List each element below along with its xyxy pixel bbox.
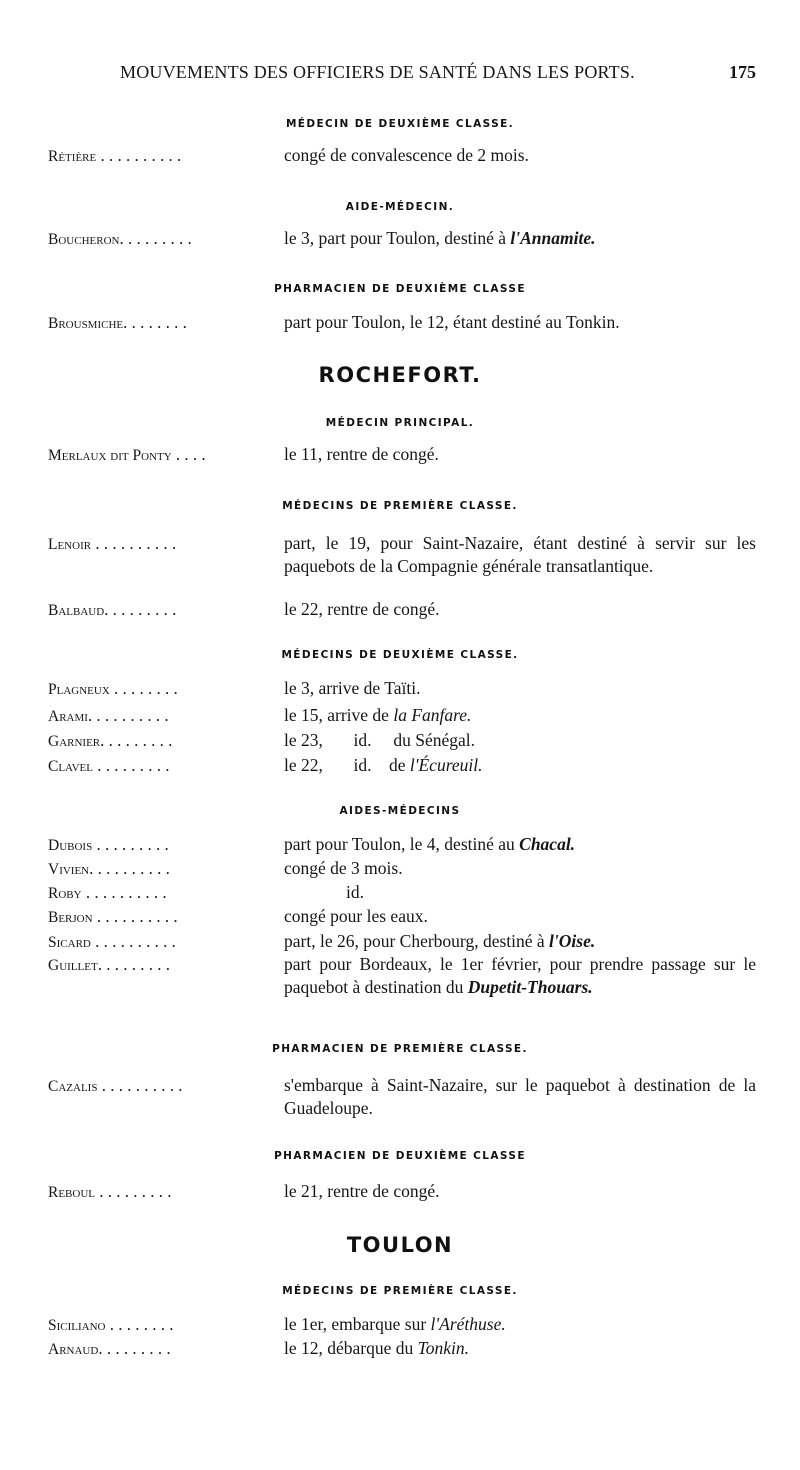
officer-name: Guillet [48, 957, 98, 974]
section-heading: MÉDECIN PRINCIPAL. [325, 417, 475, 429]
officer-name: Garnier [48, 733, 101, 750]
leader-dots: . . . . . . . . . . [81, 883, 167, 902]
section-heading: MÉDECINS DE PREMIÈRE CLASSE. [282, 1285, 518, 1297]
entry-text: le 11, rentre de congé. [284, 444, 439, 464]
section-heading: MÉDECIN DE DEUXIÈME CLASSE. [285, 118, 515, 130]
officer-name: Cazalis [48, 1078, 98, 1095]
officer-name: Lenoir [48, 536, 92, 553]
officer-name: Merlaux dit Ponty [48, 447, 172, 464]
running-header [120, 62, 756, 88]
officer-name: Arami [48, 708, 88, 725]
ship-name: Tonkin. [417, 1338, 470, 1358]
section-heading: PHARMACIEN DE DEUXIÈME CLASSE [274, 283, 526, 295]
ship-name: Dupetit-Thouars. [467, 977, 593, 997]
officer-name: Vivien [48, 861, 90, 878]
section-heading: AIDES-MÉDECINS [339, 805, 461, 817]
leader-dots: . . . . [171, 445, 206, 464]
officer-name: Sicard [48, 934, 91, 951]
entry-text: part pour Bordeaux, le 1er février, pour prendre passage sur le paquebot à destination du Dupetit-Thouars. [284, 954, 756, 997]
entry-text: part pour Toulon, le 12, étant destiné au Tonkin. [284, 312, 620, 332]
officer-name: Balbaud [48, 602, 105, 619]
leader-dots: . . . . . . . . . . [87, 706, 169, 725]
officer-name: Siciliano [48, 1317, 106, 1334]
leader-dots: . . . . . . . . . [104, 600, 177, 619]
entry-text: le 23, id. du Sénégal. [284, 730, 476, 750]
leader-dots: . . . . . . . . . . [92, 907, 178, 926]
entry-text: congé de 3 mois. [284, 858, 403, 878]
ship-name: l'Annamite. [510, 228, 596, 248]
section-heading: PHARMACIEN DE PREMIÈRE CLASSE. [272, 1043, 528, 1055]
entry-text: le 3, arrive de Taïti. [284, 678, 421, 698]
leader-dots: . . . . . . . . . . [90, 932, 176, 951]
officer-name: Plagneux [48, 681, 110, 698]
officer-name: Reboul [48, 1184, 96, 1201]
leader-dots: . . . . . . . . [123, 313, 187, 332]
ship-name: Chacal. [519, 834, 576, 854]
section-heading: MÉDECINS DE PREMIÈRE CLASSE. [282, 500, 518, 512]
entry-text: le 22, id. de l'Écureuil. [284, 755, 483, 775]
entry-text: le 3, part pour Toulon, destiné à l'Annamite. [284, 228, 596, 248]
ship-name: la Fanfare. [393, 705, 472, 725]
leader-dots: . . . . . . . . [105, 1315, 174, 1334]
leader-dots: . . . . . . . . . . [97, 1076, 183, 1095]
entry-text: le 1er, embarque sur l'Aréthuse. [284, 1314, 506, 1334]
leader-dots: . . . . . . . . . [119, 229, 192, 248]
leader-dots: . . . . . . . . . [98, 1339, 171, 1358]
header-title: MOUVEMENTS DES OFFICIERS DE SANTÉ DANS LES PORTS. [120, 62, 635, 82]
entry-text: le 21, rentre de congé. [284, 1181, 440, 1201]
entry-text: congé pour les eaux. [284, 906, 428, 926]
ship-name: l'Oise. [549, 931, 596, 951]
ship-name: l'Aréthuse. [430, 1314, 506, 1334]
officer-name: Rétière [48, 148, 97, 165]
port-heading-toulon: TOULON [346, 1233, 454, 1257]
leader-dots: . . . . . . . . . . [89, 859, 170, 878]
ship-name: l'Écureuil. [409, 755, 483, 775]
entry-text: id. [346, 882, 364, 902]
entry-text: le 22, rentre de congé. [284, 599, 440, 619]
entry-text: part, le 26, pour Cherbourg, destiné à l'Oise. [284, 931, 596, 951]
leader-dots: . . . . . . . . . [97, 955, 170, 974]
entry-text: part, le 19, pour Saint-Nazaire, étant destiné à servir sur les paquebots de la Compagnie générale transatlantique. [284, 533, 756, 576]
officer-name: Boucheron [48, 231, 120, 248]
entry-text: s'embarque à Saint-Nazaire, sur le paquebot à destination de la Guadeloupe. [284, 1075, 756, 1118]
leader-dots: . . . . . . . . . . [96, 146, 182, 165]
officer-name: Dubois [48, 837, 93, 854]
section-heading: MÉDECINS DE DEUXIÈME CLASSE. [281, 649, 519, 661]
officer-name: Clavel [48, 758, 93, 775]
leader-dots: . . . . . . . . . [95, 1182, 172, 1201]
section-heading: PHARMACIEN DE DEUXIÈME CLASSE [274, 1150, 526, 1162]
leader-dots: . . . . . . . . . [92, 756, 170, 775]
officer-name: Berjon [48, 909, 93, 926]
entry-text: le 15, arrive de la Fanfare. [284, 705, 472, 725]
entry-text: part pour Toulon, le 4, destiné au Chacal. [284, 834, 576, 854]
entry-text: congé de convalescence de 2 mois. [284, 145, 529, 165]
port-heading-rochefort: ROCHEFORT. [318, 363, 482, 387]
page-number: 175 [729, 62, 756, 82]
officer-name: Arnaud [48, 1341, 99, 1358]
leader-dots: . . . . . . . . . . [91, 534, 177, 553]
leader-dots: . . . . . . . . . [100, 731, 173, 750]
officer-name: Brousmiche [48, 315, 124, 332]
leader-dots: . . . . . . . . [109, 679, 178, 698]
officer-name: Roby [48, 885, 82, 902]
leader-dots: . . . . . . . . . [92, 835, 169, 854]
section-heading: AIDE-MÉDECIN. [345, 201, 455, 213]
entry-text: le 12, débarque du Tonkin. [284, 1338, 470, 1358]
